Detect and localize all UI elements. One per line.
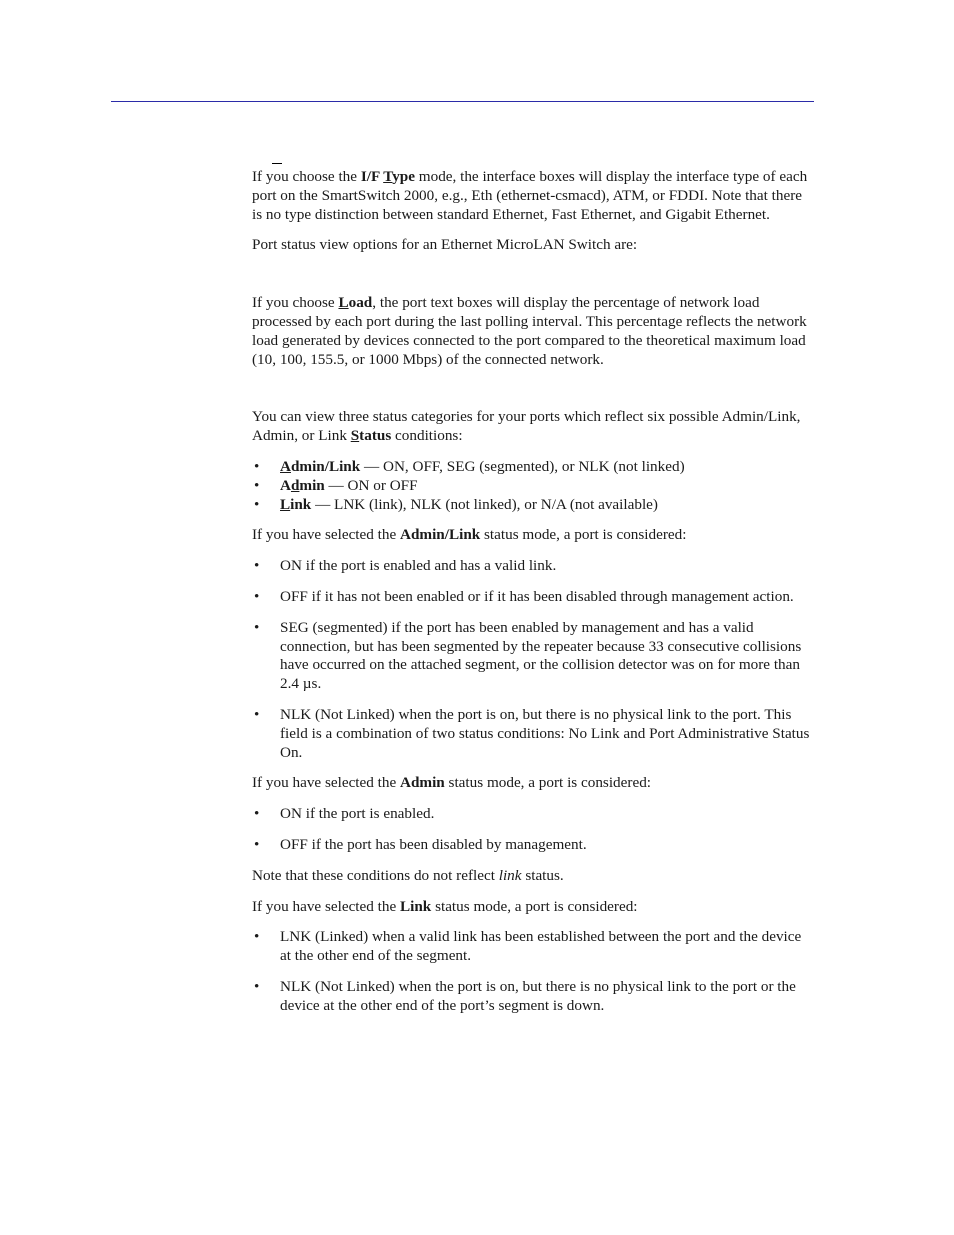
list-item [252,978,814,1016]
admin-list [252,805,814,855]
bullet-icon: • [254,805,260,823]
bullet-icon: • [254,587,260,605]
list-item-text: ON if the port is enabled. [280,805,435,823]
margin-tick-mark [272,163,282,164]
list-item [252,928,814,966]
bold-term: I/F [360,168,384,185]
text-run: conditions: [391,427,463,445]
text-run: Note that these conditions do not reflect [252,866,499,884]
text-run: — ON or OFF [324,476,418,494]
bullet-icon: • [254,457,260,475]
list-item [252,619,814,694]
text-run: If you choose the [252,168,361,185]
iftype-paragraph [252,168,814,224]
bold-term: oad [348,294,373,312]
underlined-mnemonic: S [350,427,360,445]
list-item-text: NLK (Not Linked) when the port is on, but there is no physical link to the port or the device at the other end of the port’s segment is down. [280,977,796,1014]
bold-term: Link [400,897,432,915]
bold-term: tatus [359,427,392,445]
categories-paragraph [252,408,814,446]
bold-term: dmin/Link [290,457,361,475]
text-run: , the port text boxes will display the percentage of network load processed by each port during the last polling interval. This percentage reflects the network load generated by devices connected to the port compared to the theoretical maximum load (10, 100, 155.5, or 1000 Mbps) of the connected network. [252,294,807,368]
options-paragraph: Port status view options for an Ethernet MicroLAN Switch are: [252,236,638,254]
bullet-icon: • [254,495,260,513]
list-item-text: LNK (Linked) when a valid link has been established between the port and the device at the other end of the segment. [280,928,802,965]
italic-term: link [498,866,522,884]
bold-term: ype [392,168,415,185]
bullet-icon: • [254,928,260,946]
text-run: If you have selected the [252,526,401,544]
text-run: status mode, a port is considered: [480,526,687,544]
bold-term: Admin/Link [400,526,481,544]
bullet-icon: • [254,705,260,723]
list-item [252,557,814,576]
bullet-icon: • [254,835,260,853]
text-run: status mode, a port is considered: [431,897,638,915]
list-item-text: NLK (Not Linked) when the port is on, but there is no physical link to the port. This field is a combination of two status conditions: No Link and Port Administrative Status On. [280,705,810,761]
text-run: If you have selected the [252,897,401,915]
text-run: If you choose [252,294,339,312]
underlined-mnemonic: T [383,168,393,185]
bullet-icon: • [254,476,260,494]
adminlink-list [252,557,814,762]
list-item-text: SEG (segmented) if the port has been enabled by management and has a valid connection, but has been segmented by the repeater because 33 consecutive collisions have occurred on the attached segment, or the collision detector was on for more than 2.4 µs. [280,618,802,693]
list-item [252,458,814,477]
list-item [252,836,814,855]
adminlink-paragraph [252,526,814,545]
bullet-icon: • [254,977,260,995]
category-list [252,458,814,514]
text-run: — LNK (link), NLK (not linked), or N/A (not available) [311,495,658,513]
underlined-mnemonic: A [280,457,291,475]
list-item [252,496,814,515]
list-item [252,706,814,762]
list-item [252,805,814,824]
underlined-mnemonic: L [338,294,349,312]
underlined-mnemonic: d [290,476,300,494]
bold-term: A [280,476,291,494]
underlined-mnemonic: L [280,495,291,513]
text-run: You can view three status categories for your ports which reflect six possible Admin/Link, Admin, or Link [252,408,801,445]
header-rule [111,101,814,102]
bullet-icon: • [254,618,260,636]
bold-term: min [299,476,325,494]
text-run: status. [521,866,564,884]
list-item [252,588,814,607]
list-item [252,477,814,496]
bold-term: Admin [400,774,445,792]
bullet-icon: • [254,557,260,575]
text-run: mode, the interface boxes will display the interface type of each port on the SmartSwitch 2000, e.g., Eth (ethernet-csmacd), ATM, or FDDI. Note that there is no type distinction between standard Ethernet, Fast Ethernet, and Gigabit Ethernet. [252,168,808,223]
note-paragraph [252,867,814,886]
list-item-text: ON if the port is enabled and has a valid link. [280,557,557,575]
list-item-text: OFF if the port has been disabled by management. [280,835,587,853]
text-run: If you have selected the [252,774,401,792]
admin-paragraph [252,774,814,793]
link-paragraph [252,898,814,917]
link-list [252,928,814,1015]
text-run: — ON, OFF, SEG (segmented), or NLK (not linked) [360,457,685,475]
page-body [252,168,814,1028]
bold-term: ink [290,495,312,513]
list-item-text: OFF if it has not been enabled or if it has been disabled through management action. [280,587,794,605]
text-run: status mode, a port is considered: [444,774,652,792]
load-paragraph [252,294,814,369]
